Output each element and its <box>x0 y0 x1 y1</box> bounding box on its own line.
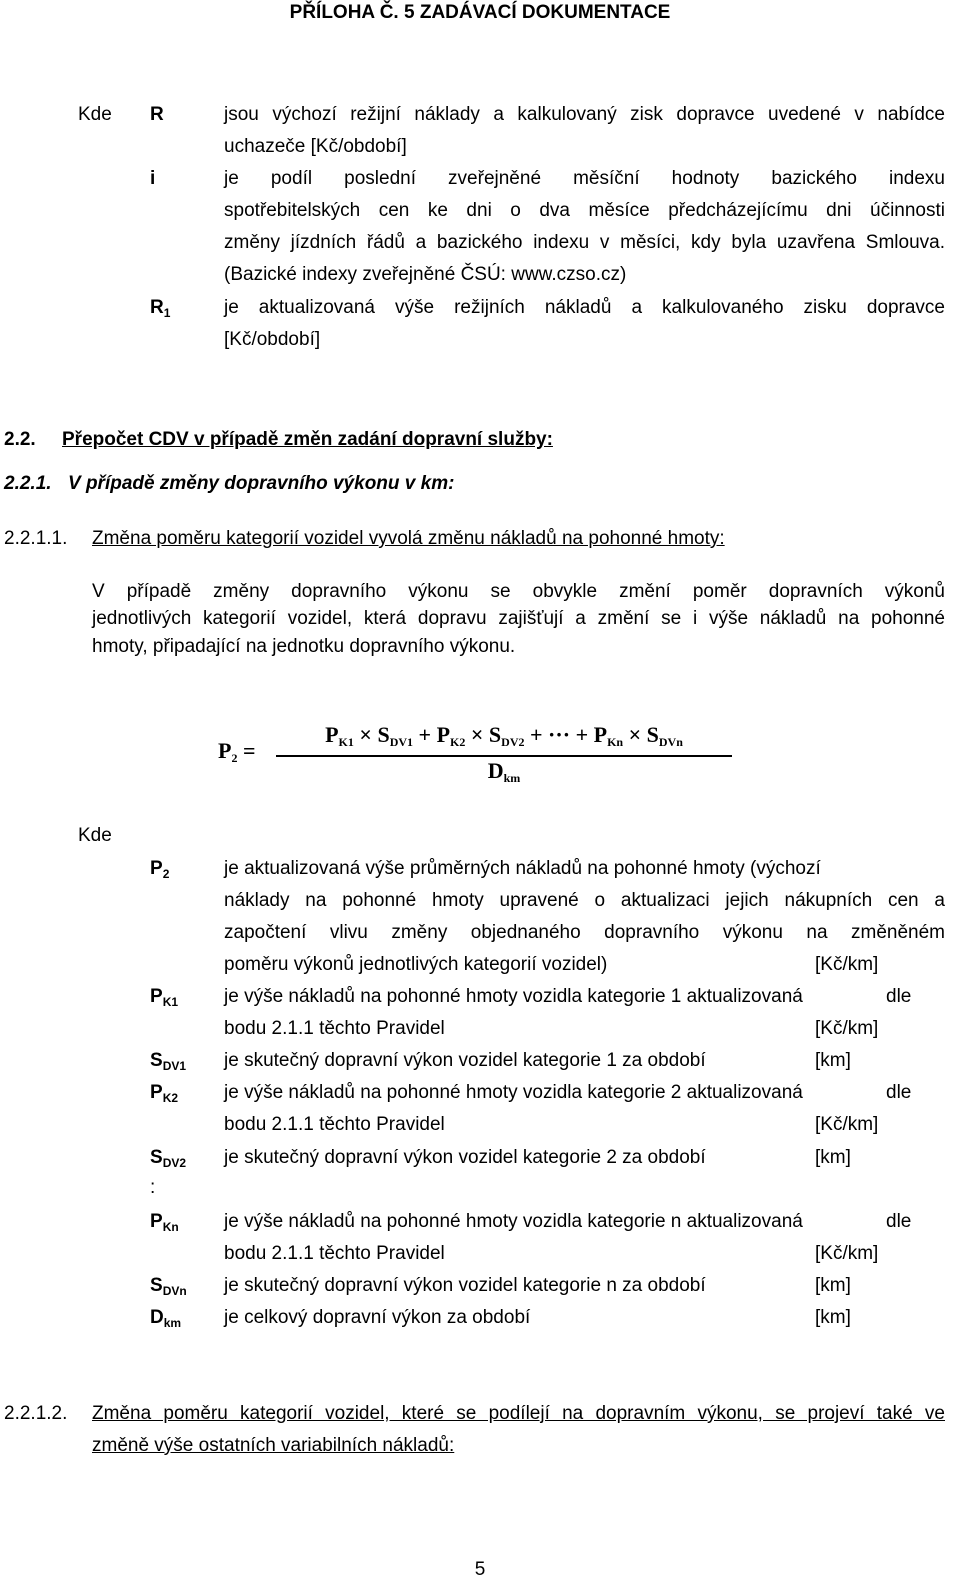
def-sdv2-unit: [km] <box>815 1147 851 1168</box>
symbol-sdv2: $S_{DV2}$ <box>150 1147 187 1170</box>
paragraph-line2: jednotlivých kategorií vozidel, která dopravu zajišťují a změní se i výše nákladů na pohonné <box>92 608 945 629</box>
def-p2-line2: náklady na pohonné hmoty upravené o aktualizaci jejich nákupních cen a <box>224 890 945 911</box>
def-sdvn-line1: je skutečný dopravní výkon vozidel kategorie n za období <box>224 1275 706 1296</box>
section-title-2-2-1-2-line2: změně výše ostatních variabilních nákladů: <box>92 1435 455 1456</box>
def-pkn-dle: dle <box>886 1211 912 1232</box>
def-r1-line1: je aktualizovaná výše režijních nákladů a kalkulovaného zisku dopravce <box>224 297 945 318</box>
section-title-2-2-1-1: Změna poměru kategorií vozidel vyvolá změnu nákladů na pohonné hmoty: <box>92 528 725 549</box>
def-sdvn-unit: [km] <box>815 1275 851 1296</box>
def-pk2-line2: bodu 2.1.1 těchto Pravidel <box>224 1114 445 1135</box>
symbol-pk2: $P_{K2}$ <box>150 1082 179 1105</box>
def-sdv2-line1: je skutečný dopravní výkon vozidel kategorie 2 za období <box>224 1147 706 1168</box>
section-number-2-2: 2.2. <box>4 429 36 450</box>
def-pkn-line2: bodu 2.1.1 těchto Pravidel <box>224 1243 445 1264</box>
def-pk1-dle: dle <box>886 986 912 1007</box>
def-sdv1-unit: [km] <box>815 1050 851 1071</box>
kde-label-2: Kde <box>78 825 112 846</box>
page-number: 5 <box>474 1559 486 1580</box>
def-i-line1: je podíl poslední zveřejněné měsíční hodnoty bazického indexu <box>224 168 945 189</box>
def-r1-line2: [Kč/období] <box>224 329 321 350</box>
symbol-r: R <box>150 104 164 125</box>
kde-label: Kde <box>78 104 112 125</box>
def-pkn-unit: [Kč/km] <box>815 1243 879 1264</box>
section-title-2-2: Přepočet CDV v případě změn zadání dopravní služby: <box>62 429 553 450</box>
paragraph-line3: hmoty, připadající na jednotku dopravního výkonu. <box>92 636 516 657</box>
def-dkm-line1: je celkový dopravní výkon za období <box>224 1307 531 1328</box>
formula-denominator: $D_{km}$ <box>487 758 521 785</box>
fraction-bar <box>276 755 732 757</box>
page-header: PŘÍLOHA Č. 5 ZADÁVACÍ DOKUMENTACE <box>289 2 671 23</box>
formula-p2 <box>218 718 738 788</box>
def-i-line4: (Bazické indexy zveřejněné ČSÚ: www.czso.cz) <box>224 264 627 285</box>
section-number-2-2-1: 2.2.1. <box>4 473 52 494</box>
def-p2-unit: [Kč/km] <box>815 954 879 975</box>
section-title-2-2-1-2-line1: Změna poměru kategorií vozidel, které se podílejí na dopravním výkonu, se projeví také ve <box>92 1403 945 1424</box>
def-r-line1: jsou výchozí režijní náklady a kalkulovaný zisk dopravce uvedené v nabídce <box>224 104 945 125</box>
def-pk2-line1: je výše nákladů na pohonné hmoty vozidla kategorie 2 aktualizovaná <box>224 1082 803 1103</box>
def-pkn-line1: je výše nákladů na pohonné hmoty vozidla kategorie n aktualizovaná <box>224 1211 803 1232</box>
def-dkm-unit: [km] <box>815 1307 851 1328</box>
def-pk2-dle: dle <box>886 1082 912 1103</box>
section-number-2-2-1-1: 2.2.1.1. <box>4 528 68 549</box>
continuation-colon: : <box>150 1177 156 1198</box>
section-title-2-2-1: V případě změny dopravního výkonu v km: <box>68 473 455 494</box>
def-pk1-line1: je výše nákladů na pohonné hmoty vozidla kategorie 1 aktualizovaná <box>224 986 803 1007</box>
paragraph-line1: V případě změny dopravního výkonu se obvykle změní poměr dopravních výkonů <box>92 581 945 602</box>
symbol-i: i <box>150 168 156 189</box>
symbol-r1: $R_1$ <box>150 297 171 320</box>
formula-lhs: $P_2$ = <box>218 738 256 765</box>
formula-numerator: $P_{K1} \times S_{DV1} + P_{K2} \times S_{DV2}$ + ··· + $P_{Kn} \times S_{DVn}$ <box>325 722 683 749</box>
def-pk1-line2: bodu 2.1.1 těchto Pravidel <box>224 1018 445 1039</box>
section-number-2-2-1-2: 2.2.1.2. <box>4 1403 68 1424</box>
def-p2-line1: je aktualizovaná výše průměrných nákladů na pohonné hmoty (výchozí <box>224 858 821 879</box>
symbol-pkn: $P_{Kn}$ <box>150 1211 179 1234</box>
def-r-line2: uchazeče [Kč/období] <box>224 136 407 157</box>
symbol-dkm: $D_{km}$ <box>150 1307 182 1330</box>
def-pk1-unit: [Kč/km] <box>815 1018 879 1039</box>
def-p2-line4: poměru výkonů jednotlivých kategorií vozidel) <box>224 954 608 975</box>
symbol-sdv1: $S_{DV1}$ <box>150 1050 187 1073</box>
def-pk2-unit: [Kč/km] <box>815 1114 879 1135</box>
symbol-sdvn: $S_{DVn}$ <box>150 1275 187 1298</box>
def-i-line2: spotřebitelských cen ke dni o dva měsíce předcházejícímu dni účinnosti <box>224 200 945 221</box>
def-p2-line3: započtení vlivu změny objednaného dopravního výkonu na změněném <box>224 922 945 943</box>
def-i-line3: změny jízdních řádů a bazického indexu v měsíci, kdy byla uzavřena Smlouva. <box>224 232 945 253</box>
symbol-p2: $P_2$ <box>150 858 170 881</box>
def-sdv1-line1: je skutečný dopravní výkon vozidel kategorie 1 za období <box>224 1050 706 1071</box>
symbol-pk1: $P_{K1}$ <box>150 986 179 1009</box>
